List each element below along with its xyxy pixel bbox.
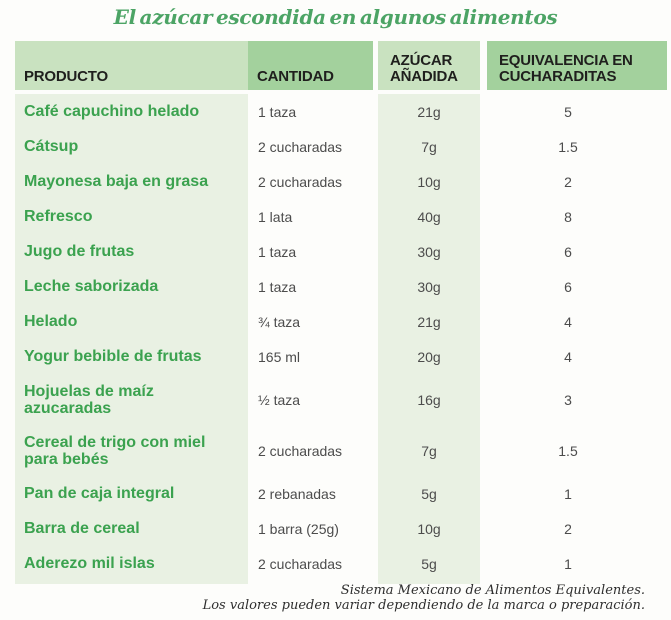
sugar-cell: 5g [378, 546, 480, 581]
teaspoons-cell: 1.5 [558, 138, 578, 155]
page-title: El azúcar escondida en algunos alimentos [113, 5, 558, 29]
sugar-cell: 20g [378, 339, 480, 374]
quantity-cell: 165 ml [258, 348, 301, 365]
table-row [15, 164, 667, 199]
sugar-cell: 7g [378, 425, 480, 476]
quantity-cell: ¾ taza [258, 313, 301, 330]
quantity-cell: 1 lata [258, 208, 293, 225]
sugar-cell: 5g [378, 476, 480, 511]
teaspoons-cell: 6 [564, 278, 572, 295]
teaspoons-cell: 2 [564, 520, 572, 537]
quantity-cell: 2 cucharadas [258, 138, 343, 155]
table-row [15, 476, 667, 511]
sugar-table [15, 41, 667, 584]
teaspoons-cell: 8 [564, 208, 572, 225]
table-row [15, 425, 667, 476]
teaspoons-cell: 3 [564, 391, 572, 408]
table-row [15, 199, 667, 234]
product-cell: Mayonesa baja en grasa [15, 164, 248, 199]
column-header-producto: PRODUCTO [15, 41, 248, 90]
table-row [15, 129, 667, 164]
teaspoons-cell: 1 [564, 485, 572, 502]
sugar-cell: 30g [378, 234, 480, 269]
disclaimer-line: Los valores pueden variar dependiendo de la marca o preparación. [202, 598, 645, 613]
product-cell: Jugo de frutas [15, 234, 248, 269]
quantity-cell: 2 rebanadas [258, 485, 336, 502]
column-header-equivalencia: EQUIVALENCIA EN CUCHARADITAS [487, 41, 667, 90]
table-row [15, 511, 667, 546]
product-cell: Aderezo mil islas [15, 546, 248, 581]
sugar-cell: 7g [378, 129, 480, 164]
quantity-cell: 1 taza [258, 103, 297, 120]
table-row [15, 234, 667, 269]
teaspoons-cell: 1 [564, 555, 572, 572]
product-cell: Hojuelas de maíz azucaradas [15, 374, 248, 425]
table-row [15, 339, 667, 374]
header-gap [480, 41, 487, 90]
table-row [15, 269, 667, 304]
quantity-cell: 1 barra (25g) [258, 520, 339, 537]
teaspoons-cell: 4 [564, 313, 572, 330]
sugar-cell: 21g [378, 304, 480, 339]
source-note [203, 583, 645, 613]
product-cell: Refresco [15, 199, 248, 234]
product-cell: Cátsup [15, 129, 248, 164]
sugar-cell: 10g [378, 164, 480, 199]
quantity-cell: 2 cucharadas [258, 442, 343, 459]
product-cell: Pan de caja integral [15, 476, 248, 511]
column-header-cantidad: CANTIDAD [248, 41, 373, 90]
teaspoons-cell: 5 [564, 103, 572, 120]
column-header-azucar-anadida: AZÚCAR AÑADIDA [378, 41, 480, 90]
sugar-cell: 21g [378, 94, 480, 129]
table-row [15, 374, 667, 425]
source-line: Sistema Mexicano de Alimentos Equivalentes. [340, 583, 645, 598]
product-cell: Helado [15, 304, 248, 339]
product-cell: Cereal de trigo con miel para bebés [15, 425, 248, 476]
table-row [15, 546, 667, 581]
sugar-cell: 10g [378, 511, 480, 546]
teaspoons-cell: 4 [564, 348, 572, 365]
sugar-cell: 16g [378, 374, 480, 425]
quantity-cell: 1 taza [258, 278, 297, 295]
table-header-row [15, 41, 667, 90]
teaspoons-cell: 2 [564, 173, 572, 190]
quantity-cell: 2 cucharadas [258, 173, 343, 190]
product-cell: Café capuchino helado [15, 94, 248, 129]
teaspoons-cell: 6 [564, 243, 572, 260]
quantity-cell: 1 taza [258, 243, 297, 260]
product-cell: Yogur bebible de frutas [15, 339, 248, 374]
table-row [15, 94, 667, 129]
quantity-cell: ½ taza [258, 391, 301, 408]
quantity-cell: 2 cucharadas [258, 555, 343, 572]
table-row [15, 304, 667, 339]
product-cell: Leche saborizada [15, 269, 248, 304]
product-cell: Barra de cereal [15, 511, 248, 546]
teaspoons-cell: 1.5 [558, 442, 578, 459]
sugar-cell: 40g [378, 199, 480, 234]
sugar-cell: 30g [378, 269, 480, 304]
